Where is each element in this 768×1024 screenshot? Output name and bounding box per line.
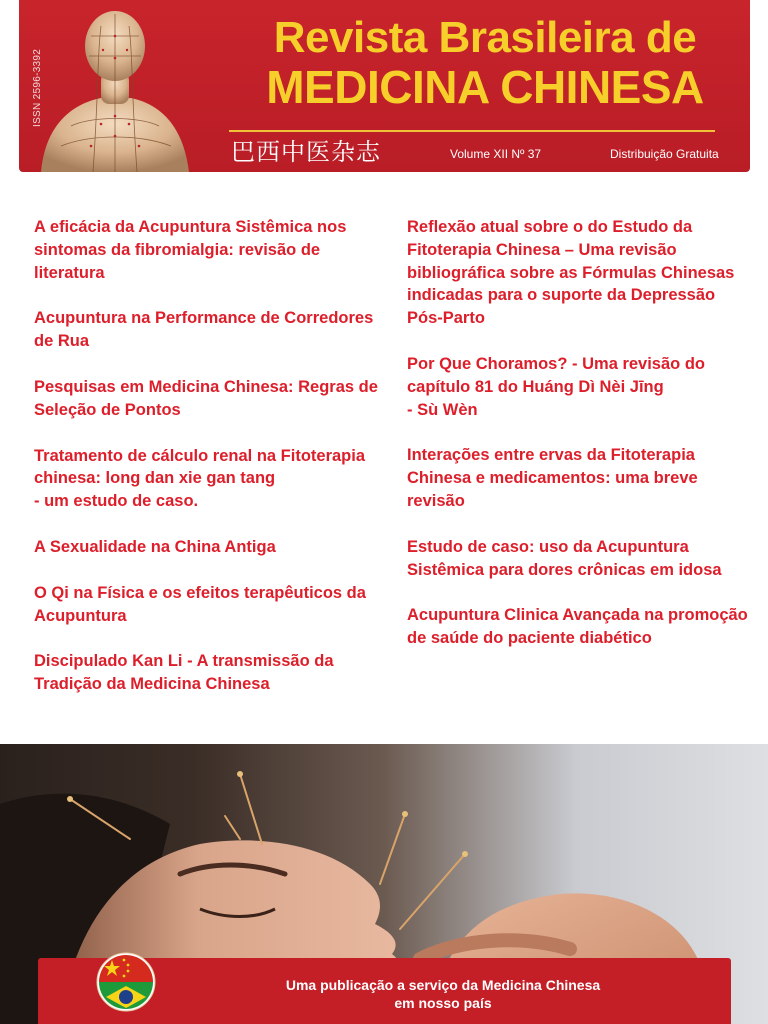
china-brazil-flags-emblem-icon — [96, 952, 156, 1012]
article-title: Interações entre ervas da Fitoterapia Chinesa e medicamentos: uma breve revisão — [407, 446, 698, 510]
article-title: Acupuntura Clinica Avançada na promoção de saúde do paciente diabético — [407, 606, 748, 648]
masthead — [19, 0, 750, 172]
title-divider — [229, 130, 715, 132]
footer-banner — [38, 958, 731, 1024]
article-title: Estudo de caso: uso da Acupuntura Sistêmica para dores crônicas em idosa — [407, 537, 722, 579]
journal-title-line1: Revista Brasileira de — [273, 13, 697, 62]
article-title: Por Que Choramos? - Uma revisão do capítulo 81 do Huáng Dì Nèi Jīng - Sù Wèn — [407, 354, 705, 419]
distribution-note: Distribuição Gratuita — [610, 147, 719, 161]
article-title: Tratamento de cálculo renal na Fitoterapia chinesa: long dan xie gan tang - um estudo de caso. — [34, 446, 366, 511]
volume-number: Volume XII Nº 37 — [450, 147, 542, 161]
issn-number: ISSN 2596-3392 — [32, 48, 43, 127]
article-title: Reflexão atual sobre o do Estudo da Fitoterapia Chinesa – Uma revisão bibliográfica sobre as Fórmulas Chinesas indicadas para o suporte da Depressão Pós-Parto — [407, 218, 735, 328]
article-title: Pesquisas em Medicina Chinesa: Regras de Seleção de Pontos — [34, 377, 378, 419]
article-title: O Qi na Física e os efeitos terapêuticos da Acupuntura — [34, 583, 366, 625]
article-title: Discipulado Kan Li - A transmissão da Tradição da Medicina Chinesa — [34, 652, 334, 694]
article-title: A Sexualidade na China Antiga — [34, 537, 276, 556]
article-title: A eficácia da Acupuntura Sistêmica nos sintomas da fibromialgia: revisão de literatura — [34, 218, 347, 282]
acupuncture-mannequin-icon — [31, 6, 196, 172]
articles-right-column — [407, 216, 752, 673]
articles-left-column — [34, 216, 384, 719]
journal-title-line2: MEDICINA CHINESA — [266, 61, 704, 113]
footer-tagline-line2: em nosso país — [394, 995, 492, 1011]
footer-tagline-line1: Uma publicação a serviço da Medicina Chinesa — [285, 977, 601, 993]
chinese-title: 巴西中医杂志 — [231, 138, 381, 166]
article-title: Acupuntura na Performance de Corredores de Rua — [34, 309, 374, 351]
